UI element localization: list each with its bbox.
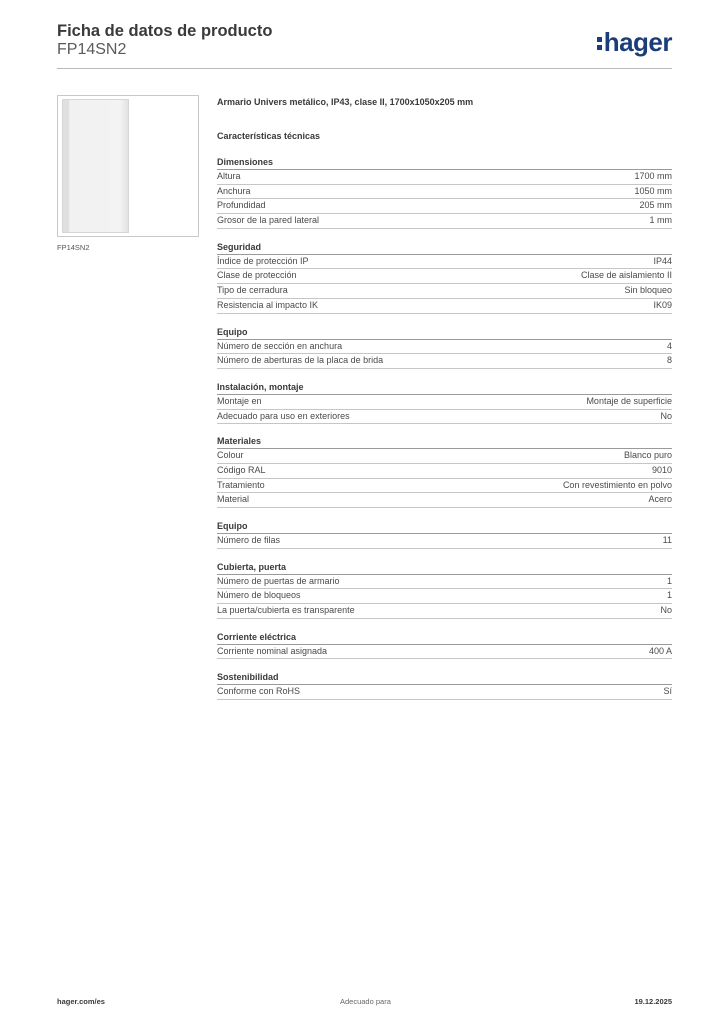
spec-row [217,534,672,549]
spec-row [217,645,672,660]
spec-value: 8 [666,355,672,366]
spec-section-title: Corriente eléctrica [217,630,672,645]
spec-row [217,269,672,284]
product-reference: FP14SN2 [57,41,127,58]
spec-section [217,240,672,314]
spec-row [217,685,672,700]
spec-value: Sin bloqueo [624,285,672,296]
spec-section [217,519,672,549]
spec-value: No [660,605,672,616]
spec-value: Acero [648,494,672,505]
spec-label: Número de aberturas de la placa de brida [217,355,384,366]
spec-section-title: Instalación, montaje [217,380,672,395]
spec-section-title: Sostenibilidad [217,670,672,685]
footer-date: 19.12.2025 [634,997,672,1006]
spec-label: La puerta/cubierta es transparente [217,605,355,616]
spec-section-title: Dimensiones [217,155,672,170]
spec-label: Altura [217,171,241,181]
spec-value: No [660,410,672,421]
spec-value: 1700 mm [634,171,672,181]
spec-label: Número de puertas de armario [217,575,340,586]
spec-value: Blanco puro [623,450,672,461]
spec-label: Resistencia al impacto IK [217,299,319,310]
spec-section [217,560,672,619]
spec-row [217,185,672,200]
spec-label: Adecuado para uso en exteriores [217,410,350,421]
spec-label: Profundidad [217,200,266,211]
spec-row [217,284,672,299]
spec-row [217,449,672,464]
spec-label: Número de sección en anchura [217,340,343,351]
spec-label: Número de filas [217,535,281,545]
footer-website: hager.com/es [57,997,105,1006]
product-image-caption: FP14SN2 [57,243,90,252]
spec-row [217,255,672,270]
spec-label: Clase de protección [217,270,297,281]
header-divider [57,68,672,69]
spec-value: 9010 [651,464,672,475]
spec-row [217,395,672,410]
spec-section-title: Materiales [217,434,672,449]
spec-label: Número de bloqueos [217,590,301,601]
spec-value: Clase de aislamiento II [580,270,672,281]
technical-characteristics-heading: Características técnicas [217,131,321,141]
hager-logo [597,27,672,57]
spec-row [217,604,672,619]
spec-value: 1050 mm [634,185,672,196]
spec-label: Conforme con RoHS [217,686,301,697]
spec-value: Montaje de superficie [586,395,672,406]
spec-section-title: Seguridad [217,240,672,255]
spec-label: Anchura [217,185,251,196]
spec-value: Con revestimiento en polvo [562,479,672,490]
spec-value: 1 [666,590,672,601]
spec-label: Grosor de la pared lateral [217,215,320,226]
spec-label: Tratamiento [217,479,265,490]
cabinet-illustration [62,99,129,233]
spec-value: 11 [662,535,672,545]
spec-row [217,479,672,494]
spec-value: IK09 [653,299,672,310]
spec-sections [217,155,672,700]
spec-row [217,589,672,604]
spec-row [217,170,672,185]
spec-section [217,325,672,369]
spec-row [217,575,672,590]
logo-text: hager [603,27,672,57]
product-specifications [217,95,672,700]
spec-value: Sí [663,686,672,697]
spec-label: Colour [217,450,244,461]
spec-row [217,354,672,369]
spec-row [217,340,672,355]
product-description: Armario Univers metálico, IP43, clase II, 1700x1050x205 mm [217,97,474,107]
spec-label: Corriente nominal asignada [217,645,328,656]
spec-value: 1 mm [649,215,672,226]
spec-section [217,670,672,700]
spec-label: Código RAL [217,464,266,475]
spec-row [217,493,672,508]
spec-row [217,214,672,229]
spec-section-title: Equipo [217,519,672,534]
spec-row [217,299,672,314]
spec-section-title: Equipo [217,325,672,340]
spec-section [217,155,672,229]
spec-section [217,630,672,660]
product-image [57,95,199,237]
spec-value: 4 [666,340,672,351]
spec-value: 400 A [648,645,672,656]
spec-value: IP44 [653,255,672,266]
spec-label: Índice de protección IP [217,255,309,266]
spec-label: Material [217,494,250,505]
spec-label: Tipo de cerradura [217,285,288,296]
spec-section [217,434,672,508]
spec-value: 1 [666,575,672,586]
spec-row [217,199,672,214]
footer-center-text: Adecuado para [340,997,391,1006]
spec-row [217,410,672,425]
spec-label: Montaje en [217,395,262,406]
spec-section-title: Cubierta, puerta [217,560,672,575]
document-title: Ficha de datos de producto [57,22,273,40]
logo-colon-mark [597,37,602,50]
spec-row [217,464,672,479]
spec-section [217,380,672,424]
spec-value: 205 mm [639,200,672,211]
